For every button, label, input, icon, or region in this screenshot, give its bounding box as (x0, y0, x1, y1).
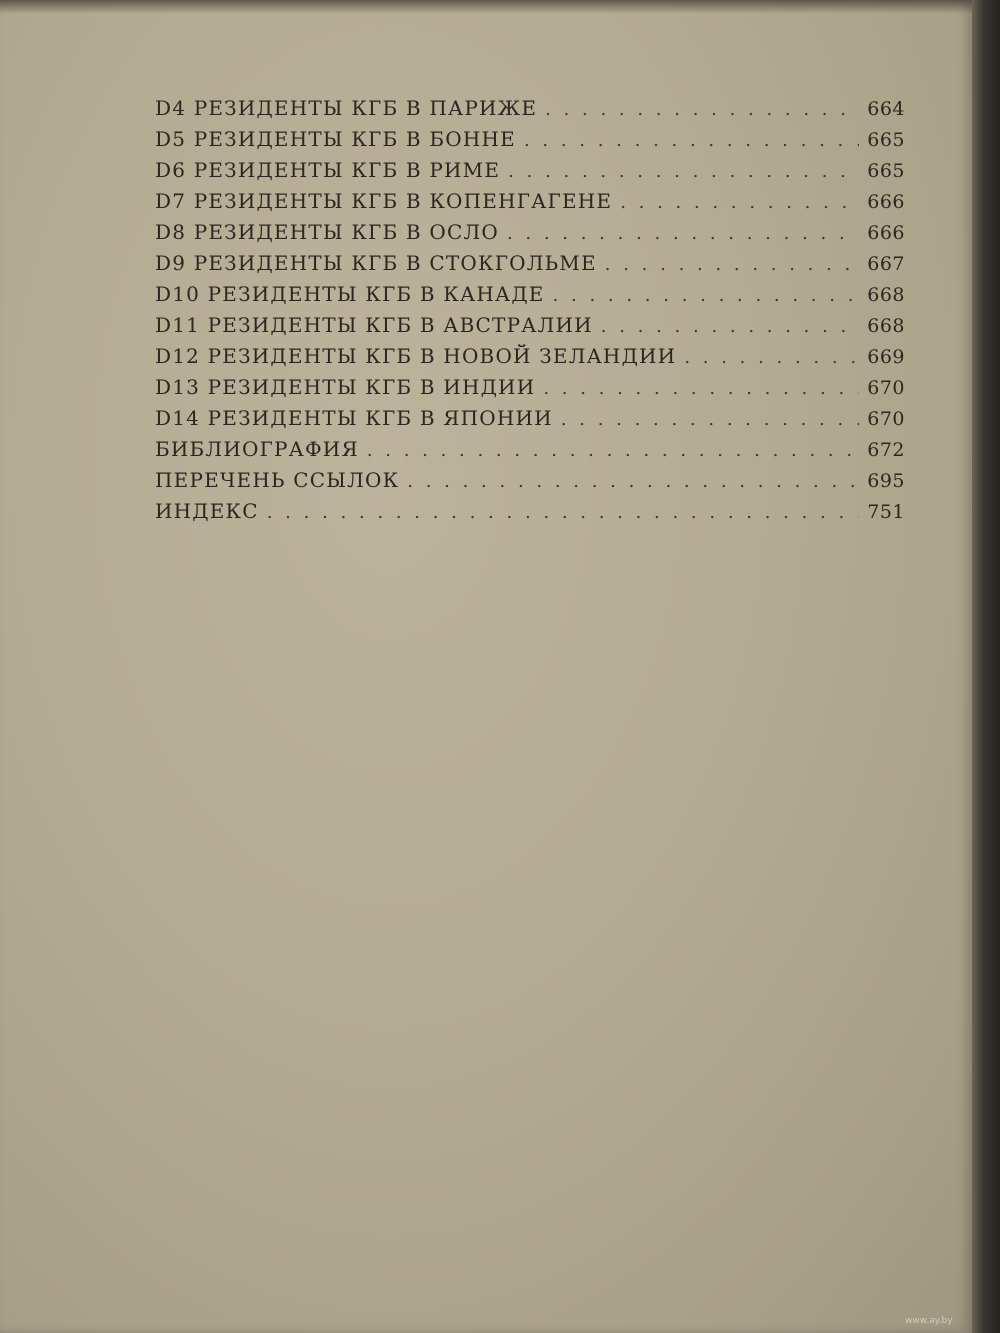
toc-entry (155, 372, 905, 403)
toc-entry-page: 670 (867, 408, 905, 430)
toc-entry (155, 248, 905, 279)
top-shadow (0, 0, 972, 14)
toc-entry (155, 496, 905, 527)
toc-entry-title: D8 РЕЗИДЕНТЫ КГБ В ОСЛО (155, 220, 499, 244)
toc-entry (155, 217, 905, 248)
toc-entry-page: 667 (867, 253, 905, 275)
dot-leader (620, 187, 859, 218)
dot-leader (601, 311, 859, 342)
toc-entry (155, 434, 905, 465)
toc-entry (155, 279, 905, 310)
toc-entry (155, 341, 905, 372)
toc-entry-title: БИБЛИОГРАФИЯ (155, 437, 359, 461)
toc-entry (155, 465, 905, 496)
toc-entry (155, 403, 905, 434)
toc-entry-title: D12 РЕЗИДЕНТЫ КГБ В НОВОЙ ЗЕЛАНДИИ (155, 344, 677, 368)
dot-leader (507, 218, 859, 249)
dot-leader (367, 435, 859, 466)
toc-entry (155, 124, 905, 155)
toc-entry (155, 186, 905, 217)
toc-entry-title: ИНДЕКС (155, 499, 259, 523)
toc-entry-title: D4 РЕЗИДЕНТЫ КГБ В ПАРИЖЕ (155, 96, 538, 120)
toc-entry-page: 695 (867, 470, 905, 492)
toc-entry-page: 664 (867, 98, 905, 120)
toc-entry-title: ПЕРЕЧЕНЬ ССЫЛОК (155, 468, 400, 492)
toc-entry-page: 665 (867, 160, 905, 182)
dot-leader (508, 156, 859, 187)
dot-leader (543, 373, 859, 404)
toc-entry (155, 155, 905, 186)
dot-leader (553, 280, 859, 311)
toc-entry-title: D5 РЕЗИДЕНТЫ КГБ В БОННЕ (155, 127, 516, 151)
book-binding-edge (972, 0, 1000, 1333)
dot-leader (407, 466, 859, 497)
toc-entry-page: 672 (867, 439, 905, 461)
toc-entry-page: 669 (867, 346, 905, 368)
toc-entry-page: 666 (867, 191, 905, 213)
toc-entry (155, 93, 905, 124)
toc-entry-page: 670 (867, 377, 905, 399)
toc-entry (155, 310, 905, 341)
dot-leader (684, 342, 859, 373)
toc-entry-page: 668 (867, 284, 905, 306)
toc-entry-title: D10 РЕЗИДЕНТЫ КГБ В КАНАДЕ (155, 282, 545, 306)
toc-entry-page: 665 (867, 129, 905, 151)
toc-entry-title: D9 РЕЗИДЕНТЫ КГБ В СТОКГОЛЬМЕ (155, 251, 597, 275)
dot-leader (561, 404, 859, 435)
toc-entry-title: D14 РЕЗИДЕНТЫ КГБ В ЯПОНИИ (155, 406, 553, 430)
toc-entry-title: D11 РЕЗИДЕНТЫ КГБ В АВСТРАЛИИ (155, 313, 593, 337)
toc-entry-page: 751 (867, 501, 905, 523)
watermark: www.ay.by (905, 1316, 953, 1326)
toc-entry-title: D6 РЕЗИДЕНТЫ КГБ В РИМЕ (155, 158, 501, 182)
dot-leader (524, 125, 859, 156)
toc-entry-page: 668 (867, 315, 905, 337)
table-of-contents (155, 93, 905, 527)
dot-leader (605, 249, 859, 280)
toc-entry-title: D7 РЕЗИДЕНТЫ КГБ В КОПЕНГАГЕНЕ (155, 189, 613, 213)
dot-leader (267, 497, 859, 528)
toc-entry-title: D13 РЕЗИДЕНТЫ КГБ В ИНДИИ (155, 375, 536, 399)
toc-entry-page: 666 (867, 222, 905, 244)
dot-leader (545, 94, 859, 125)
